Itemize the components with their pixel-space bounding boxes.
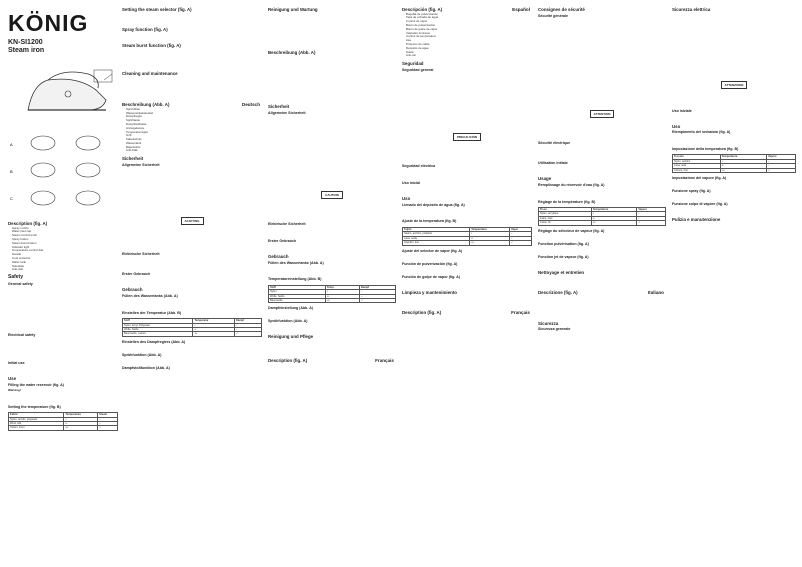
- erster-gebrauch-heading: Erster Gebrauch: [122, 272, 151, 277]
- table-cell: Nylon, acrylique: [539, 212, 592, 216]
- elektrische-sicherheit-heading-2: Elektrische Sicherheit: [268, 222, 306, 227]
- language-label-francais-2: Français: [511, 309, 530, 315]
- description-heading: Description (fig. A): [8, 221, 48, 226]
- electrical-safety-heading: Electrical safety: [8, 332, 36, 337]
- part-item: Sprühtaste: [126, 118, 140, 123]
- table-header-cell: Vapor: [510, 227, 532, 231]
- fabric-table-es: [402, 227, 532, 246]
- table-cell: ••: [591, 216, 637, 220]
- table-cell: Lana, seta: [673, 164, 721, 168]
- column-french: [538, 0, 666, 567]
- column-english-german: [122, 0, 262, 567]
- spray-function-heading: Spray function (fig. A): [122, 26, 168, 32]
- caution-label: CAUTION: [321, 191, 343, 199]
- part-item: Wassertank: [126, 140, 142, 145]
- table-cell: •••: [591, 221, 637, 225]
- warning-label: Warning!: [8, 387, 21, 392]
- table-cell: Nailon, acrílico, poliéster: [403, 232, 470, 236]
- initial-use-heading: Initial use: [8, 360, 25, 365]
- sicurezza-heading: Sicurezza: [538, 320, 559, 326]
- column-english-1: [8, 0, 118, 567]
- table-cell: •: [193, 323, 235, 327]
- part-item: Anti-Kalk: [126, 148, 138, 153]
- description-fr-heading-2: Description (fig. A): [402, 309, 442, 315]
- pulizia-heading: Pulizia e manutenzione: [672, 216, 721, 222]
- part-item: Indicator light: [12, 244, 30, 249]
- safety-text-block: [8, 286, 118, 332]
- part-item: Anti-calc: [12, 267, 24, 272]
- language-label-francais: Français: [375, 358, 394, 364]
- golpe-vapor-heading: Función de golpe de vapor (fig. A): [402, 274, 460, 279]
- uso-heading: Uso: [402, 196, 411, 202]
- table-cell: ✓: [637, 221, 666, 225]
- spruehfunktion-heading: Sprühfunktion (Abb. A): [122, 352, 162, 357]
- table-cell: ✓: [359, 299, 395, 303]
- dial-diagrams-illustration: [8, 128, 118, 218]
- table-cell: Wool, silk: [9, 421, 64, 425]
- table-header-cell: Steam: [98, 413, 118, 417]
- table-header-cell: Tessuto: [673, 155, 721, 159]
- caution-label: ATTENTION: [590, 110, 615, 118]
- table-header-cell: Temperatura: [720, 155, 766, 159]
- use-heading: Use: [8, 375, 17, 381]
- part-item: Steam control knob: [12, 233, 37, 238]
- part-item: Temperature control dial: [12, 248, 44, 253]
- part-item: Handle: [12, 252, 22, 257]
- colpo-vapore-heading: Funzione colpo di vapore (fig. A): [672, 201, 728, 206]
- part-item: Temperaturregler: [126, 129, 149, 134]
- part-item: Boquilla de pulverización: [406, 11, 438, 16]
- fabric-table-fr: [538, 207, 666, 226]
- securite-electrique-heading: Sécurité électrique: [538, 140, 571, 145]
- table-cell: –: [359, 290, 395, 294]
- table-header-cell: Stoff: [123, 319, 193, 323]
- part-item: Sprühdüse: [126, 106, 140, 111]
- table-cell: –: [766, 164, 795, 168]
- language-label-deutsch: Deutsch: [241, 102, 260, 108]
- table-cell: Laine, soie: [539, 216, 592, 220]
- table-cell: •: [64, 417, 98, 421]
- reglage-temperature-heading: Réglage de la température (fig. B): [538, 199, 596, 204]
- riempimento-heading: Riempimento del serbatoio (fig. A): [672, 130, 731, 135]
- part-item: Control de temperatura: [406, 34, 436, 39]
- funzione-spray-heading: Funzione spray (fig. A): [672, 188, 711, 193]
- part-item: Depósito de agua: [406, 45, 429, 50]
- warning-symbol-block: [268, 183, 396, 202]
- table-cell: Wolle, Seide: [269, 294, 326, 298]
- steam-selector-heading: Setting the steam selector (fig. A): [122, 7, 192, 12]
- table-cell: Nylon, Acryl, Polyester: [123, 323, 193, 327]
- descrizione-heading: Descrizione (fig. A): [538, 289, 578, 295]
- svg-text:A: A: [10, 142, 13, 147]
- part-item: Steam burst button: [12, 240, 37, 245]
- part-item: Wassereinlassdeckel: [126, 110, 154, 115]
- warning-symbol-block: [672, 73, 796, 92]
- fabric-temperature-table-de: [122, 318, 262, 337]
- descripcion-heading: Descripción (fig. A): [402, 7, 443, 12]
- limpieza-heading: Limpieza y mantenimiento: [402, 289, 457, 295]
- fabric-table-de-2: [268, 285, 396, 304]
- parts-list-es: [402, 13, 532, 59]
- column-german: [268, 0, 396, 567]
- part-item: Dampfregler: [126, 114, 142, 119]
- fuellen-heading: Füllen des Wassertanks (Abb. A): [122, 294, 178, 299]
- table-row: [269, 299, 396, 303]
- ajuste-vapor-heading: Ajuste del selector de vapor (fig. A): [402, 248, 463, 253]
- sicurezza-elettrica-heading: Sicurezza elettrica: [672, 7, 711, 12]
- general-safety-heading: General safety: [8, 281, 33, 286]
- table-cell: –: [510, 236, 532, 240]
- sicurezza-generale-heading: Sicurezza generale: [538, 327, 571, 332]
- table-header-cell: Fabric: [9, 413, 64, 417]
- utilisation-initiale-heading: Utilisation initiale: [538, 161, 568, 166]
- language-label-italiano: Italiano: [647, 289, 664, 295]
- table-cell: –: [359, 294, 395, 298]
- dampfregler-heading: Einstellen des Dampfreglers (Abb. A): [122, 339, 186, 344]
- safety-heading: Safety: [8, 274, 24, 281]
- beschreibung-heading-2: Beschreibung (Abb. A): [268, 49, 316, 55]
- table-header-cell: Vapeur: [637, 207, 666, 211]
- fuellen-heading-2: Füllen des Wassertanks (Abb. A): [268, 260, 324, 265]
- gebrauch-heading-2: Gebrauch: [268, 254, 289, 260]
- temperature-heading: Setting the temperature (fig. B): [8, 404, 61, 409]
- table-cell: ••: [64, 421, 98, 425]
- table-cell: –: [98, 421, 118, 425]
- table-cell: –: [637, 212, 666, 216]
- table-header-cell: Température: [591, 207, 637, 211]
- uso-inicial-heading: Uso inicial: [402, 181, 420, 186]
- part-item: Griff: [126, 133, 132, 138]
- brand-logo: [8, 10, 118, 36]
- table-cell: –: [637, 216, 666, 220]
- column-italian: [672, 0, 796, 567]
- table-cell: •••: [325, 299, 359, 303]
- caution-label: PRECAUCIÓN: [453, 133, 481, 141]
- table-cell: •: [720, 159, 766, 163]
- table-cell: ••: [720, 164, 766, 168]
- jet-vapeur-heading: Fonction jet de vapeur (fig. A): [538, 254, 589, 259]
- table-header-cell: Temp.: [325, 285, 359, 289]
- part-item: Botón de pulverización: [406, 22, 436, 27]
- table-header-cell: Temperature: [64, 413, 98, 417]
- reglage-vapeur-heading: Réglage du sélecteur de vapeur (fig. A): [538, 228, 605, 233]
- table-cell: •: [470, 232, 510, 236]
- part-item: Protector de cable: [406, 41, 430, 46]
- table-cell: Algodón, lino: [403, 241, 470, 245]
- spruehfunktion-heading-2: Sprühfunktion (Abb. A): [268, 319, 308, 324]
- ajuste-temperatura-heading: Ajuste de la temperatura (fig. B): [402, 219, 457, 224]
- warning-symbol-block: [538, 102, 666, 121]
- table-cell: Baumwolle, Leinen: [123, 332, 193, 336]
- beschreibung-heading: Beschreibung (Abb. A): [122, 102, 170, 108]
- table-cell: ••: [325, 294, 359, 298]
- warning-symbol-block: [402, 125, 532, 144]
- pulverizacion-heading: Función de pulverización (fig. A): [402, 261, 458, 266]
- part-item: Soleplate: [12, 263, 25, 268]
- table-cell: –: [510, 232, 532, 236]
- part-item: Indicador luminoso: [406, 30, 431, 35]
- table-cell: ••: [193, 328, 235, 332]
- temperatureinstellung-heading: Temperatureinstellung (Abb. B): [268, 277, 322, 282]
- uso-it-heading: Uso: [672, 123, 681, 129]
- caution-label: ATTENZIONE: [721, 81, 748, 89]
- allgemeine-sicherheit-heading-2: Allgemeine Sicherheit: [268, 110, 306, 115]
- table-header-cell: Vapore: [766, 155, 795, 159]
- table-cell: •••: [470, 241, 510, 245]
- dampfeinstellung-heading: Dampfeinstellung (Abb. A): [268, 306, 313, 311]
- part-item: Spray button: [12, 236, 29, 241]
- table-cell: •••: [720, 168, 766, 172]
- parts-list-de: [122, 108, 262, 154]
- erster-gebrauch-heading-2: Erster Gebrauch: [268, 239, 297, 244]
- table-cell: ✓: [510, 241, 532, 245]
- table-cell: •: [591, 212, 637, 216]
- table-cell: Wolle, Seide: [123, 328, 193, 332]
- caution-label: ACHTUNG: [181, 217, 204, 225]
- table-cell: –: [235, 323, 262, 327]
- table-header-cell: Tejido: [403, 227, 470, 231]
- part-item: Suela: [406, 49, 414, 54]
- table-cell: Baumwolle: [269, 299, 326, 303]
- part-item: Water inlet cap: [12, 229, 32, 234]
- nettoyage-heading: Nettoyage et entretien: [538, 269, 585, 275]
- table-row: [9, 426, 118, 430]
- table-header-cell: Tissu: [539, 207, 592, 211]
- description-fr-heading: Description (fig. A): [268, 358, 308, 364]
- table-cell: ✓: [235, 332, 262, 336]
- table-cell: ••: [470, 236, 510, 240]
- parts-list: [8, 227, 118, 273]
- part-item: Dampfstoßtaste: [126, 121, 147, 126]
- temperatur-heading: Einstellen der Temperatur (Abb. B): [122, 310, 182, 315]
- svg-text:B: B: [10, 169, 13, 174]
- language-label-espanol: Español: [512, 7, 530, 12]
- table-cell: –: [766, 159, 795, 163]
- filling-heading: Filling the water reservoir (fig. A): [8, 382, 64, 387]
- table-cell: Nylon, acrylic, polyester: [9, 417, 64, 421]
- pulverisation-heading: Fonction pulvérisation (fig. A): [538, 241, 589, 246]
- table-row: [539, 221, 666, 225]
- part-item: Kabelschutz: [126, 137, 142, 142]
- table-cell: •••: [64, 426, 98, 430]
- table-row: [123, 332, 262, 336]
- table-cell: Cotone, lino: [673, 168, 721, 172]
- allgemeine-sicherheit-heading: Allgemeine Sicherheit: [122, 162, 160, 167]
- part-item: Cord protector: [12, 255, 31, 260]
- table-cell: Cotton, linen: [9, 426, 64, 430]
- consignes-heading: Consignes de sécurité: [538, 7, 585, 12]
- cleaning-heading: Cleaning and maintenance: [122, 70, 178, 76]
- table-cell: Nylon, acrilico: [673, 159, 721, 163]
- figure-b-dial-diagrams: [8, 128, 118, 218]
- column-spanish: [402, 0, 532, 567]
- table-cell: ✓: [766, 168, 795, 172]
- fabric-temperature-table: [8, 412, 118, 431]
- model-number: KN-SI1200: [8, 39, 43, 46]
- table-cell: Coton, lin: [539, 221, 592, 225]
- table-cell: –: [235, 328, 262, 332]
- part-item: Bügelsohle: [126, 144, 141, 149]
- sicherheit-heading: Sicherheit: [122, 156, 144, 162]
- table-cell: •: [325, 290, 359, 294]
- table-header-cell: Dampf: [359, 285, 395, 289]
- impostazione-vapore-heading: Impostazione del vapore (fig. A): [672, 175, 727, 180]
- part-item: Tapa de entrada de agua: [406, 15, 439, 20]
- seguridad-general-heading: Seguridad general: [402, 67, 434, 72]
- securite-generale-heading: Sécurité générale: [538, 13, 568, 18]
- seguridad-heading: Seguridad: [402, 61, 424, 67]
- product-title: Steam iron: [8, 47, 45, 54]
- reinigung-heading: Reinigung und Wartung: [268, 7, 318, 12]
- part-item: Anzeigelampe: [126, 125, 145, 130]
- part-item: Spray nozzle: [12, 225, 29, 230]
- part-item: Botón de golpe de vapor: [406, 26, 438, 31]
- remplissage-heading: Remplissage du réservoir d'eau (fig. A): [538, 182, 605, 187]
- steam-burst-heading: Steam burst function (fig. A): [122, 43, 181, 49]
- table-header-cell: Temperatura: [470, 227, 510, 231]
- llenado-heading: Llenado del depósito de agua (fig. A): [402, 202, 465, 207]
- table-cell: Lana, seda: [403, 236, 470, 240]
- dampfstoss-heading: Dampfstoßfunktion (Abb. A): [122, 365, 170, 370]
- seguridad-electrica-heading: Seguridad eléctrica: [402, 164, 436, 169]
- part-item: Asa: [406, 38, 411, 43]
- table-row: [403, 241, 532, 245]
- steam-iron-illustration: [8, 60, 118, 122]
- table-cell: Nylon: [269, 290, 326, 294]
- elektrische-sicherheit-heading: Elektrische Sicherheit: [122, 251, 160, 256]
- impostazione-temperatura-heading: Impostazione della temperatura (fig. B): [672, 146, 739, 151]
- table-cell: –: [98, 417, 118, 421]
- reinigung-pflege-heading: Reinigung und Pflege: [268, 334, 314, 340]
- brand-name: KÖNIG: [8, 9, 89, 36]
- table-header-cell: Stoff: [269, 285, 326, 289]
- usage-heading: Usage: [538, 176, 552, 182]
- table-header-cell: Temperatur: [193, 319, 235, 323]
- table-cell: ✓: [98, 426, 118, 430]
- table-cell: •••: [193, 332, 235, 336]
- sicherheit-heading-2: Sicherheit: [268, 103, 290, 109]
- part-item: Anti-cal: [406, 53, 416, 58]
- part-item: Control de vapor: [406, 19, 428, 24]
- table-header-cell: Dampf: [235, 319, 262, 323]
- fabric-table-it: [672, 154, 796, 173]
- svg-text:C: C: [10, 196, 13, 201]
- warning-symbol-block: [122, 209, 262, 228]
- uso-iniziale-heading: Uso iniziale: [672, 108, 692, 113]
- part-item: Water tank: [12, 259, 26, 264]
- gebrauch-heading: Gebrauch: [122, 287, 143, 293]
- steam-iron-figure: [8, 60, 118, 122]
- table-row: [673, 168, 796, 172]
